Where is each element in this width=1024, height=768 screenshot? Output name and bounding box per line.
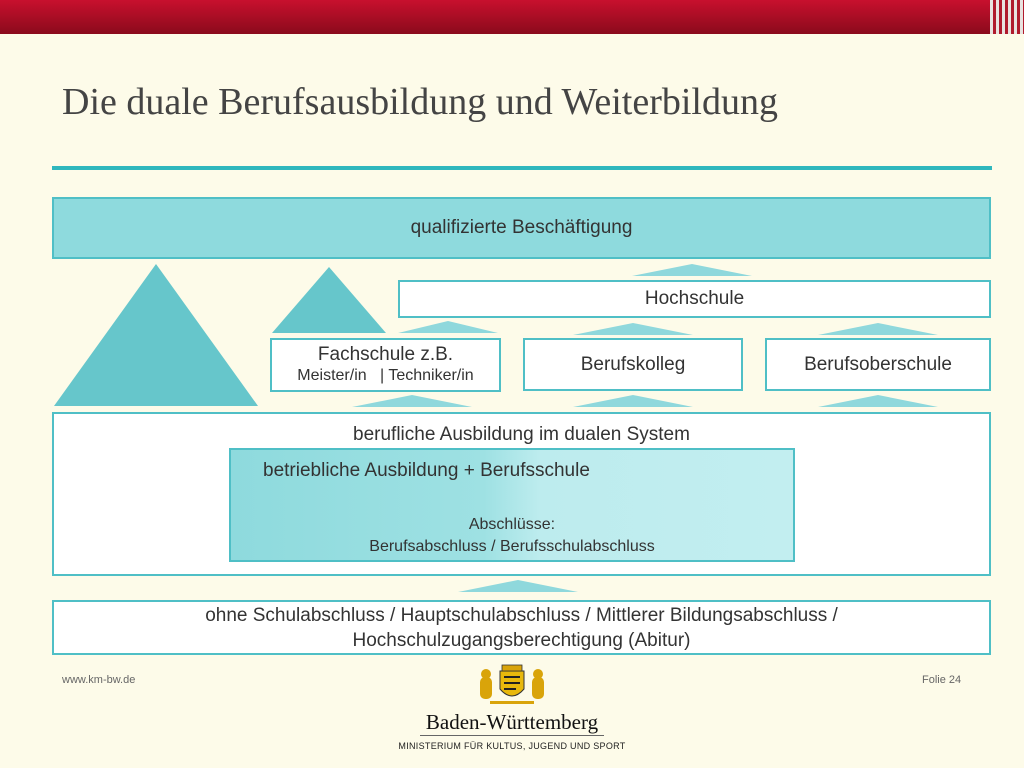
berufskolleg-label: Berufskolleg xyxy=(580,353,686,375)
box-berufsoberschule xyxy=(765,338,991,391)
ministry-name: MINISTERIUM FÜR KULTUS, JUGEND UND SPORT xyxy=(398,741,626,751)
hochschule-label: Hochschule xyxy=(644,288,745,309)
betriebliche-title: betriebliche Ausbildung + Berufsschule xyxy=(263,460,590,481)
berufsoberschule-label: Berufsoberschule xyxy=(804,353,952,375)
qualified-employment-label: qualifizierte Beschäftigung xyxy=(410,217,633,238)
footer-url: www.km-bw.de xyxy=(62,674,136,686)
chevron-fachschule-up xyxy=(398,321,498,333)
slide-title: Die duale Berufsausbildung und Weiterbildung xyxy=(62,81,778,123)
title-rule xyxy=(52,166,992,170)
top-bar xyxy=(0,0,1024,34)
dual-system-label: berufliche Ausbildung im dualen System xyxy=(353,424,690,445)
triangle-left xyxy=(54,264,258,406)
coat-of-arms-logo xyxy=(476,663,548,705)
box-fachschule xyxy=(270,338,501,392)
chevron-entry-up xyxy=(458,580,578,592)
box-berufskolleg xyxy=(523,338,743,391)
box-qualified-employment xyxy=(52,197,991,259)
chevron-berufsoberschule-up xyxy=(818,323,938,335)
chevron-berufskolleg-up xyxy=(573,323,693,335)
box-hochschule xyxy=(398,280,991,318)
chevron-dual-to-berufskolleg xyxy=(573,395,693,407)
logo-name: Baden-Württemberg xyxy=(425,710,599,734)
footer-slide-number: Folie 24 xyxy=(922,674,962,686)
chevron-to-employment xyxy=(632,264,752,276)
box-entry-qualifications xyxy=(52,600,991,655)
fachschule-techniker: | Techniker/in xyxy=(380,367,474,384)
entry-line2: Hochschulzugangsberechtigung (Abitur) xyxy=(352,629,691,651)
fachschule-meister: Meister/in xyxy=(297,367,367,384)
entry-line1: ohne Schulabschluss / Hauptschulabschluss / Mittlerer Bildungsabschluss / xyxy=(205,604,838,626)
box-betriebliche-ausbildung xyxy=(229,448,795,562)
fachschule-title: Fachschule z.B. xyxy=(317,344,454,365)
chevron-dual-to-fachschule xyxy=(352,395,472,407)
logo-divider xyxy=(420,735,604,736)
abschluesse-detail: Berufsabschluss / Berufsschulabschluss xyxy=(369,538,655,555)
abschluesse-label: Abschlüsse: xyxy=(468,516,556,533)
top-bar-stripes xyxy=(990,0,1024,34)
triangle-small xyxy=(272,267,386,333)
chevron-dual-to-berufsoberschule xyxy=(818,395,938,407)
